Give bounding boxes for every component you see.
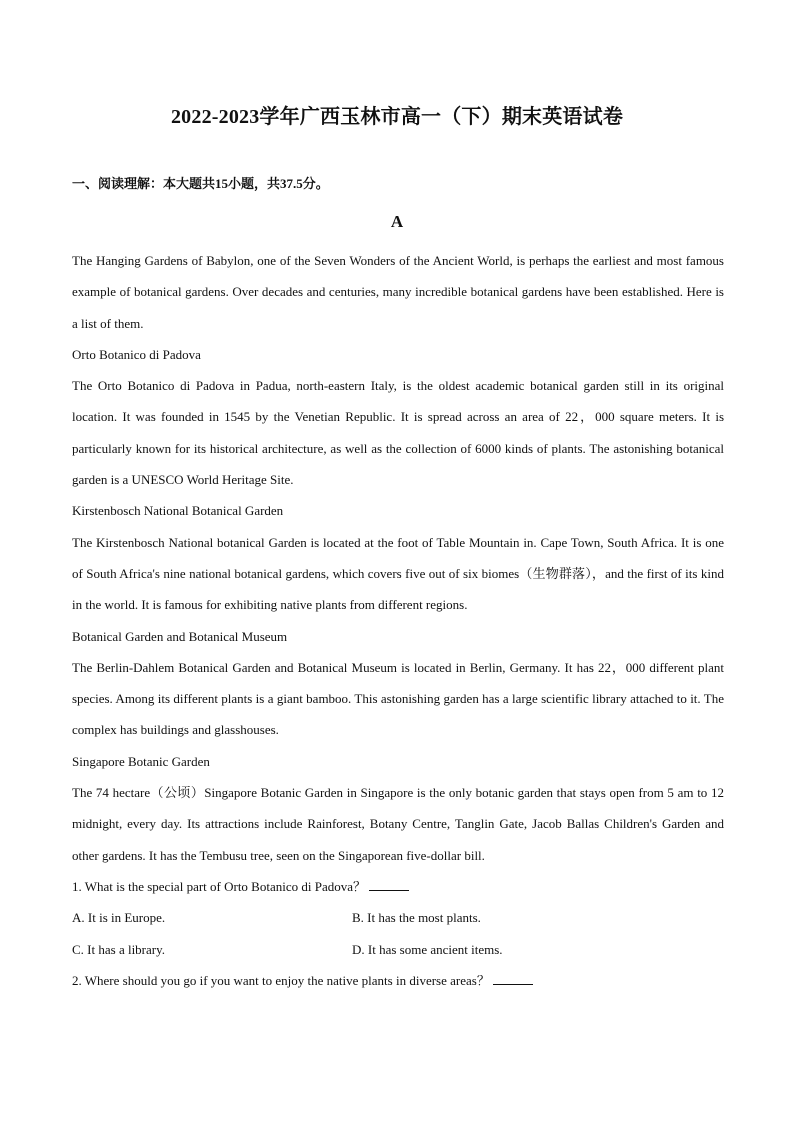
question-number: 2. (72, 972, 82, 988)
answer-blank[interactable] (493, 972, 533, 985)
option-b[interactable]: B. It has the most plants. (352, 910, 481, 926)
passage-label: A (390, 212, 404, 231)
garden-description: The Kirstenbosch National botanical Garden is located at the foot of Table Mountain in. Cape Town, South Africa. It is one of South Africa's nine national botanical gardens, which covers five out of six biomes（生物群落），and the first of its kind in the world. It is famous for exhibiting native plants from different regions. (72, 534, 724, 613)
garden-description: The Berlin-Dahlem Botanical Garden and Botanical Museum is located in Berlin, Germany. It has 22，000 different plant species. Among its different plants is a giant bamboo. This astonishing garden has a large scientific library attached to it. The complex has buildings and glasshouses. (72, 659, 724, 738)
option-c[interactable]: C. It has a library. (72, 941, 166, 957)
options-row (72, 934, 724, 965)
question-1 (72, 871, 724, 902)
answer-blank[interactable] (369, 878, 409, 891)
garden-heading: Orto Botanico di Padova (72, 346, 201, 362)
garden-description: The Orto Botanico di Padova in Padua, north-eastern Italy, is the oldest academic botanical garden still in its original location. It was founded in 1545 by the Venetian Republic. It is spread across an area of 22，000 square meters. It is particularly known for its historical architecture, as well as the collection of 6000 kinds of plants. The astonishing botanical garden is a UNESCO World Heritage Site. (72, 378, 724, 488)
garden-heading: Singapore Botanic Garden (72, 753, 210, 769)
question-number: 1. (72, 878, 82, 894)
intro-paragraph: The Hanging Gardens of Babylon, one of the Seven Wonders of the Ancient World, is perhaps the earliest and most famous example of botanical gardens. Over decades and centuries, many incredible botanical gardens have been established. Here is a list of them. (72, 253, 724, 331)
garden-heading: Kirstenbosch National Botanical Garden (72, 503, 284, 519)
question-text: What is the special part of Orto Botanico di Padova？ (84, 878, 366, 894)
option-d[interactable]: D. It has some ancient items. (352, 941, 503, 957)
question-text: Where should you go if you want to enjoy the native plants in diverse areas？ (84, 972, 490, 988)
garden-description: The 74 hectare（公顷）Singapore Botanic Garden in Singapore is the only botanic garden that stays open from 5 am to 12 midnight, every day. Its attractions include Rainforest, Botany Centre, Tanglin Gate, Jacob Ballas Children's Garden and other gardens. It has the Tembusu tree, seen on the Singaporean five-dollar bill. (72, 785, 724, 863)
page-title: 2022-2023学年广西玉林市高一（下）期末英语试卷 (170, 106, 624, 128)
section-heading: 一、阅读理解：本大题共15小题，共37.5分。 (72, 176, 329, 191)
options-row (72, 902, 724, 933)
garden-heading: Botanical Garden and Botanical Museum (72, 628, 288, 644)
passage-body (72, 245, 724, 996)
option-a[interactable]: A. It is in Europe. (72, 910, 166, 926)
question-2 (72, 965, 724, 996)
